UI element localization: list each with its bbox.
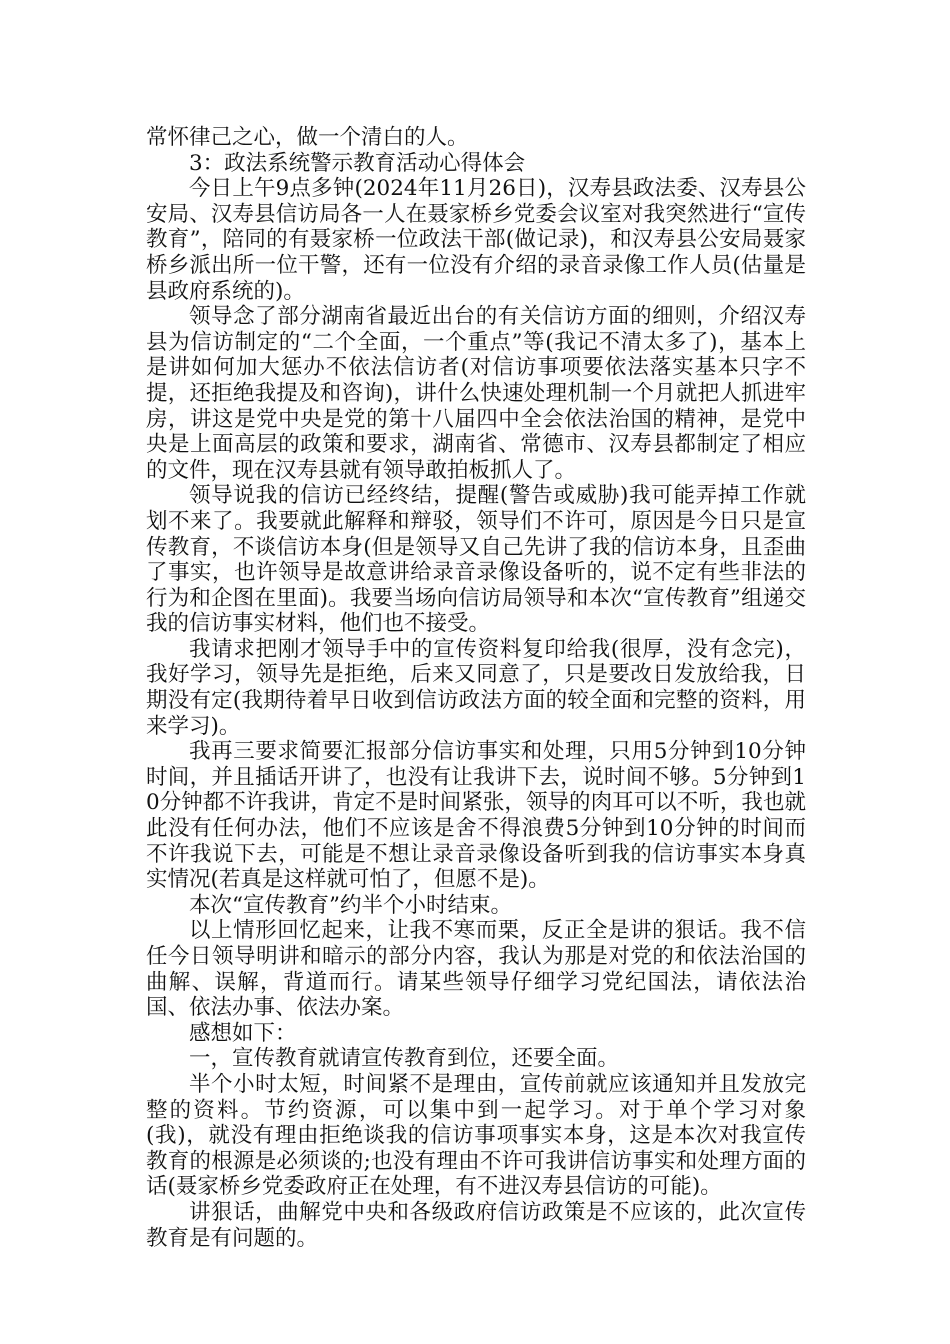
document-page — [146, 125, 806, 1251]
paragraph-body: 领导念了部分湖南省最近出台的有关信访方面的细则，介绍汉寿县为信访制定的“二个全面，一个重点”等(我记不清太多了)，基本上是讲如何加大惩办不依法信访者(对信访事项要依法落实基本只字不提，还拒绝我提及和咨询)，讲什么快速处理机制一个月就把人抓进牢房，讲这是党中央是党的第十八届四中全会依法治国的精神，是党中央是上面高层的政策和要求，湖南省、常德市、汉寿县都制定了相应的文件，现在汉寿县就有领导敢拍板抓人了。 — [146, 304, 806, 483]
paragraph-closing-line: 常怀律己之心，做一个清白的人。 — [146, 125, 469, 150]
section-heading: 3：政法系统警示教育活动心得体会 — [189, 150, 526, 176]
paragraph-body: 本次“宣传教育”约半个小时结束。 — [189, 892, 512, 918]
paragraph-body: 以上情形回忆起来，让我不寒而栗，反正全是讲的狠话。我不信任今日领导明讲和暗示的部分内容，我认为那是对党的和依法治国的曲解、误解，背道而行。请某些领导仔细学习党纪国法，请依法治国、依法办事、依法办案。 — [146, 918, 806, 1021]
paragraph-body: 我请求把刚才领导手中的宣传资料复印给我(很厚，没有念完)，我好学习，领导先是拒绝，后来又同意了，只是要改日发放给我，日期没有定(我期待着早日收到信访政法方面的较全面和完整的资料，用来学习)。 — [146, 636, 806, 739]
paragraph-body: 领导说我的信访已经终结，提醒(警告或威胁)我可能弄掉工作就划不来了。我要就此解释和辩驳，领导们不许可，原因是今日只是宣传教育，不谈信访本身(但是领导又自己先讲了我的信访本身，且歪曲了事实，也许领导是故意讲给录音录像设备听的，说不定有些非法的行为和企图在里面)。我要当场向信访局领导和本次“宣传教育”组递交我的信访事实材料，他们也不接受。 — [146, 483, 806, 637]
paragraph-body: 我再三要求简要汇报部分信访事实和处理，只用5分钟到10分钟时间，并且插话开讲了，也没有让我讲下去，说时间不够。5分钟到10分钟都不许我讲，肯定不是时间紧张，领导的肉耳可以不听，我也就此没有任何办法，他们不应该是舍不得浪费5分钟到10分钟的时间而不许我说下去，可能是不想让录音录像设备听到我的信访事实本身真实情况(若真是这样就可怕了，但愿不是)。 — [146, 739, 806, 893]
paragraph-body: 讲狠话，曲解党中央和各级政府信访政策是不应该的，此次宣传教育是有问题的。 — [146, 1199, 806, 1251]
paragraph-body: 一，宣传教育就请宣传教育到位，还要全面。 — [189, 1046, 620, 1072]
paragraph-body: 半个小时太短，时间紧不是理由，宣传前就应该通知并且发放完整的资料。节约资源，可以集中到一起学习。对于单个学习对象(我)，就没有理由拒绝谈我的信访事项事实本身，这是本次对我宣传教育的根源是必须谈的;也没有理由不许可我讲信访事实和处理方面的话(聂家桥乡党委政府正在处理，有不进汉寿县信访的可能)。 — [146, 1071, 806, 1200]
paragraph-body: 今日上午9点多钟(2024年11月26日)，汉寿县政法委、汉寿县公安局、汉寿县信访局各一人在聂家桥乡党委会议室对我突然进行“宣传教育”，陪同的有聂家桥一位政法干部(做记录)，和汉寿县公安局聂家桥乡派出所一位干警，还有一位没有介绍的录音录像工作人员(估量是县政府系统的)。 — [146, 176, 806, 304]
paragraph-body: 感想如下： — [189, 1020, 297, 1046]
